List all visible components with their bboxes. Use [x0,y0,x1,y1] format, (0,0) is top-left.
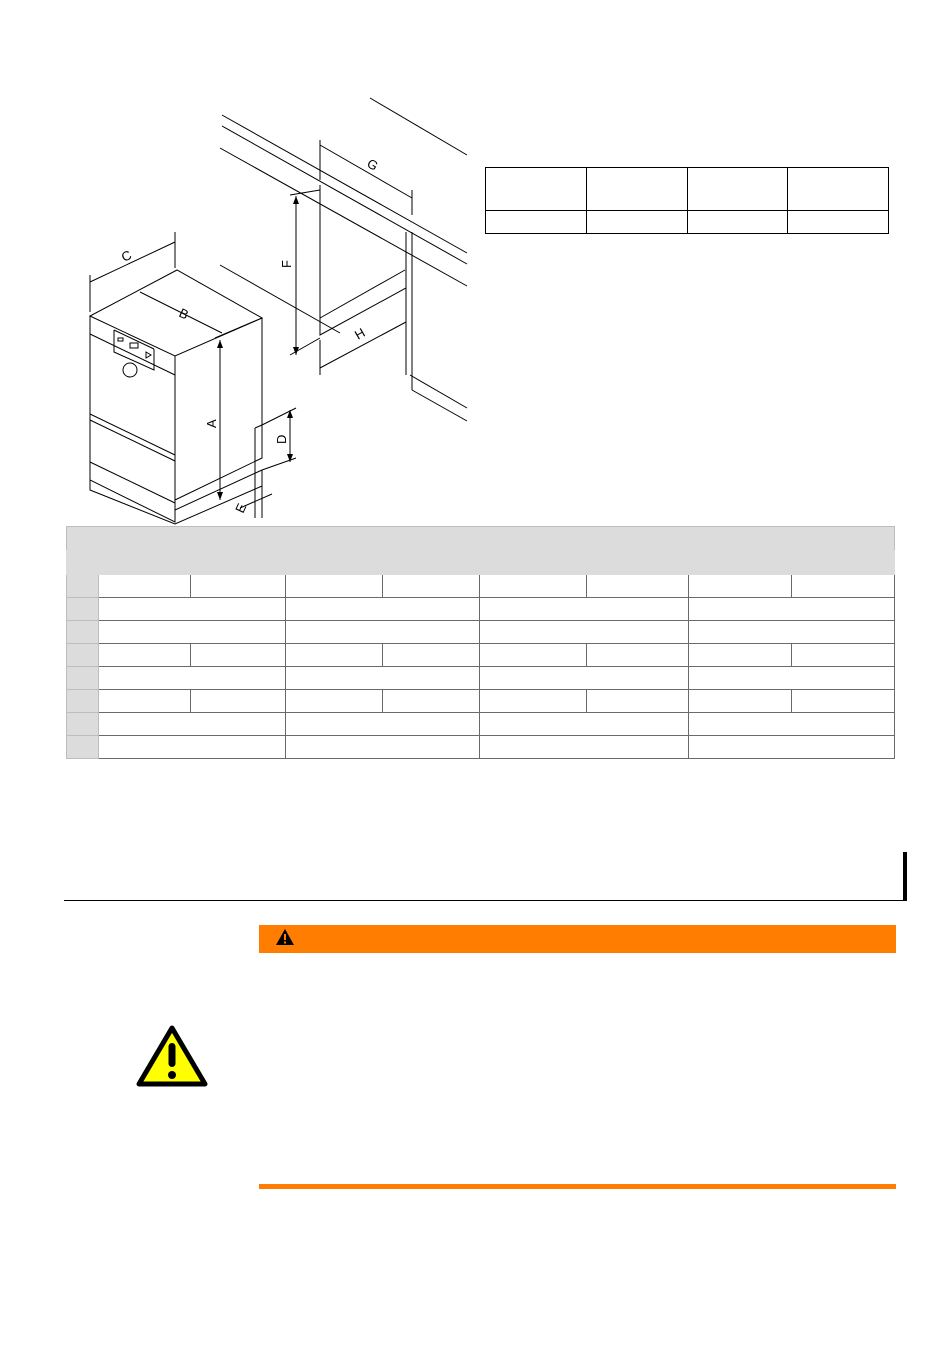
table-header-cell [480,551,587,575]
dimension-diagram [60,90,480,530]
table-cell [99,667,286,690]
dim-label-h: H [352,324,368,343]
table-header-cell [99,551,191,575]
dimension-spec-table [485,167,889,234]
table-cell [191,575,286,598]
table-row [67,690,895,713]
dim-label-f: F [279,260,294,268]
table-cell [191,644,286,667]
section-divider [64,900,907,901]
table-cell [689,713,895,736]
table-header-cell [191,551,286,575]
table-cell [99,644,191,667]
spec-header-cell [788,168,889,211]
table-cell [792,575,895,598]
table-row [67,644,895,667]
table-cell [689,667,895,690]
table-cell [587,690,689,713]
row-label-cell [67,621,99,644]
table-cell [689,621,895,644]
table-header-cell [587,551,689,575]
table-cell [689,736,895,759]
table-cell [383,644,480,667]
table-cell [480,667,689,690]
table-cell [480,621,689,644]
table-subheader-row [67,551,895,575]
table-cell [480,598,689,621]
table-cell [689,598,895,621]
table-header-cell [383,551,480,575]
table-row [67,667,895,690]
table-row [67,713,895,736]
table-cell [99,736,286,759]
table-cell [286,736,480,759]
table-row [67,736,895,759]
table-cell [286,690,383,713]
row-label-cell [67,667,99,690]
table-cell [480,644,587,667]
table-header-row [67,527,895,551]
row-label-cell [67,690,99,713]
table-cell [689,644,792,667]
row-label-cell [67,575,99,598]
table-header-cell [689,551,792,575]
table-cell [792,644,895,667]
table-cell [191,690,286,713]
table-cell [480,736,689,759]
table-cell [286,644,383,667]
model-dimensions-table [66,526,895,759]
table-cell [792,690,895,713]
table-header-cell [792,551,895,575]
spec-header-cell [486,168,587,211]
spec-value-cell [586,211,687,234]
dim-label-e: E [232,501,250,516]
spec-header-cell [586,168,687,211]
row-label-cell [67,598,99,621]
change-bar [903,852,907,901]
table-cell [480,575,587,598]
row-label-cell [67,644,99,667]
table-cell [99,690,191,713]
table-cell [689,575,792,598]
table-cell [99,575,191,598]
table-cell [99,598,286,621]
warning-footer-bar [259,1184,896,1189]
table-header-cell [67,551,99,575]
table-cell [286,598,480,621]
table-row [67,575,895,598]
spec-value-cell [687,211,788,234]
table-cell [480,713,689,736]
spec-table-header-row [486,168,889,211]
table-cell [286,713,480,736]
table-cell [99,713,286,736]
spec-value-cell [788,211,889,234]
table-header-cell [67,527,895,551]
table-row [67,621,895,644]
dim-label-c: C [118,247,134,265]
table-cell [286,575,383,598]
dim-label-a: A [204,419,219,428]
warning-header-bar [259,925,896,953]
dim-label-d: D [274,434,289,444]
table-cell [383,690,480,713]
table-cell [689,690,792,713]
table-header-cell [286,551,383,575]
table-cell [587,575,689,598]
row-label-cell [67,736,99,759]
table-cell [480,690,587,713]
spec-header-cell [687,168,788,211]
table-cell [99,621,286,644]
warning-triangle-icon [275,928,295,951]
table-cell [383,575,480,598]
dim-label-b: B [176,305,191,323]
warning-triangle-icon [136,1025,208,1092]
table-row [67,598,895,621]
table-cell [587,644,689,667]
spec-table-value-row [486,211,889,234]
row-label-cell [67,713,99,736]
spec-value-cell [486,211,587,234]
dim-label-g: G [364,155,381,174]
table-cell [286,667,480,690]
table-cell [286,621,480,644]
